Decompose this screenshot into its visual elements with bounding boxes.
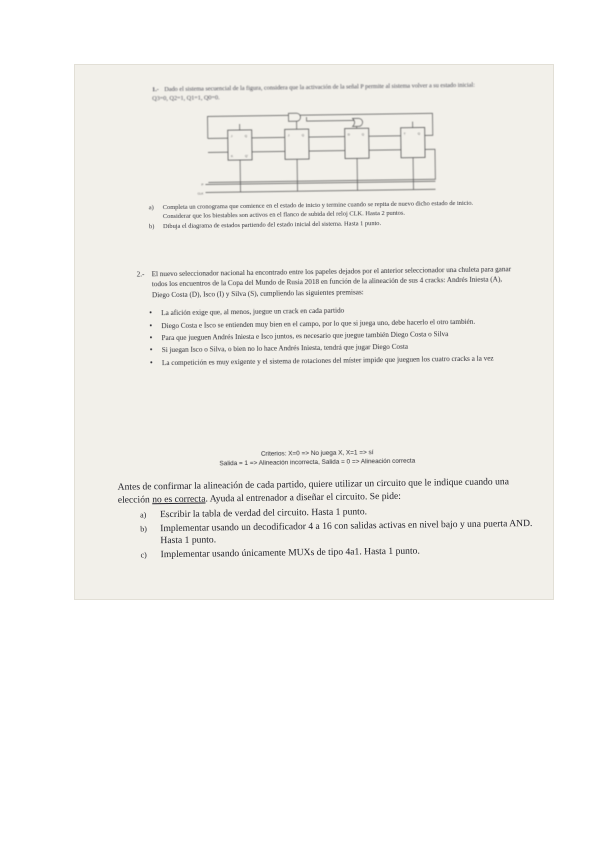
- task-parts-list: [140, 504, 534, 562]
- part-label: b): [148, 223, 155, 231]
- premise-text: La competición es muy exigente y el sistema de rotaciones del míster impide que jueguen los cuatro cracks a la vez: [161, 354, 494, 367]
- criteria-block: [177, 448, 457, 469]
- question-1-part-a: [149, 200, 489, 222]
- question-2-number: 2.-: [136, 270, 145, 279]
- svg-text:Q: Q: [417, 131, 421, 136]
- sequential-circuit-diagram: [197, 109, 438, 202]
- bullet-icon: •: [149, 320, 153, 330]
- task-text-after: . Ayuda al entrenador a diseñar el circuito. Se pide:: [205, 490, 401, 505]
- question-1-statement: Dado el sistema secuencial de la figura, considera que la activación de la señal P permite al sistema volver a su estado inicial: Q3=0, Q2=1, Q1=1, Q0=0.: [152, 81, 475, 102]
- question-2-lead: [137, 264, 512, 300]
- xor-gate: [353, 118, 363, 126]
- bullet-icon: •: [149, 345, 153, 355]
- part-label: c): [140, 550, 147, 560]
- part-label: a): [148, 204, 154, 212]
- svg-text:K: K: [231, 154, 234, 159]
- part-label: a): [139, 510, 147, 520]
- bullet-icon: •: [149, 333, 153, 343]
- input-clk-label: CLK: [197, 191, 204, 196]
- premise-text: Si juegan Isco o Silva, o bien no lo hace Andrés Iniesta, tendrá que jugar Diego Costa: [161, 343, 409, 355]
- part-text: Dibuja el diagrama de estados partiendo del estado inicial del sistema. Hasta 1 punto.: [162, 220, 382, 231]
- part-label: b): [140, 524, 147, 534]
- premise-text: Para que jueguen Andrés Iniesta e Isco juntos, es necesario que juegue también Diego Costa o Silva: [161, 330, 449, 343]
- part-text: Escribir la tabla de verdad del circuito. Hasta 1 punto.: [159, 506, 368, 521]
- premises-list: [149, 303, 513, 368]
- criteria-line-1: Criterios: X=0 => No juega X, X=1 => sí: [260, 449, 374, 458]
- svg-text:Q: Q: [244, 133, 248, 138]
- part-text: Implementar usando únicamente MUXs de tipo 4a1. Hasta 1 punto.: [160, 545, 420, 561]
- svg-text:T: T: [403, 131, 406, 136]
- criteria-line-2: Salida = 1 => Alineación incorrecta, Salida = 0 => Alineación correcta: [219, 457, 416, 467]
- svg-text:D: D: [347, 132, 350, 137]
- question-2: [137, 264, 513, 370]
- sheet-content: [72, 61, 559, 604]
- premise-text: Diego Costa e Isco se entienden muy bien en el campo, por lo que si juega uno, debe hacerlo el otro también.: [161, 317, 476, 330]
- question-1-text: [152, 82, 482, 104]
- premise-item: [150, 353, 513, 368]
- task-text-before: Antes de confirmar la alineación de cada partido, quiere utilizar un circuito que le indique cuando una elección: [117, 476, 510, 506]
- task-statement: [118, 476, 533, 507]
- task-text-underlined: no es correcta: [152, 493, 206, 505]
- svg-text:J: J: [287, 133, 290, 138]
- svg-text:Q': Q': [245, 153, 248, 158]
- question-1-parts: [149, 200, 489, 235]
- premise-text: La afición exige que, al menos, juegue un crack en cada partido: [161, 306, 345, 318]
- part-text: Implementar usando un decodificador 4 a 16 con salidas activas en nivel bajo y una puerta AND. Hasta 1 punto.: [160, 517, 533, 547]
- bullet-icon: •: [149, 308, 153, 318]
- svg-text:Q: Q: [361, 132, 365, 137]
- bullet-icon: •: [149, 358, 153, 368]
- and-gate: [288, 113, 300, 121]
- question-2-statement: El nuevo seleccionador nacional ha encontrado entre los papeles dejados por el anterior seleccionador una chuleta para ganar todos los encuentros de la Copa del Mundo de Rusia 2018 en función de la alineación de sus 4 cracks: Andrés Iniesta (A), Diego Costa (D), Isco (I) y Silva (S), cumpliendo las siguientes premisas:: [151, 265, 512, 300]
- question-2-task: [118, 476, 534, 563]
- part-text: Completa un cronograma que comience en el estado de inicio y termine cuando se repita de nuevo dicho estado de inicio. Considerar que los biestables son activos en el flanco de subida del reloj CLK. Hasta 2 puntos.: [162, 199, 474, 220]
- input-p-label: P: [201, 182, 204, 187]
- svg-text:J: J: [230, 134, 233, 139]
- exam-sheet: [74, 64, 554, 600]
- flip-flops: [228, 127, 425, 160]
- svg-text:Q: Q: [301, 133, 305, 138]
- question-1-number: 1.-: [152, 86, 159, 94]
